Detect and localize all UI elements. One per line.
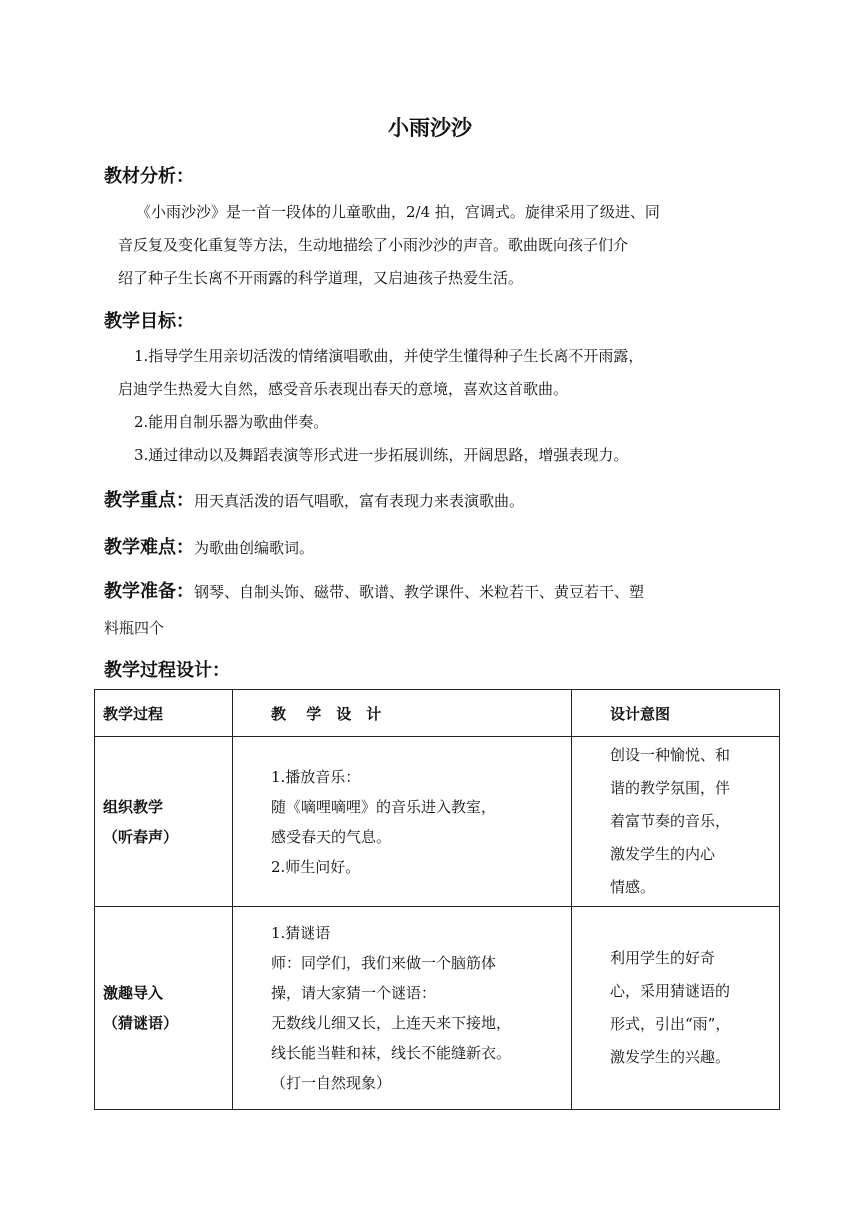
analysis-line: 音反复及变化重复等方法，生动地描绘了小雨沙沙的声音。歌曲既向孩子们介 bbox=[118, 236, 629, 254]
goal-item: 2.能用自制乐器为歌曲伴奏。 bbox=[134, 413, 329, 431]
stage-subtitle: （听春声） bbox=[103, 827, 179, 846]
document-title: 小雨沙沙 bbox=[388, 116, 472, 140]
stage-name: 激趣导入 bbox=[103, 984, 164, 1002]
stage-cell bbox=[95, 737, 233, 907]
intent-line: 激发学生的兴趣。 bbox=[610, 1048, 731, 1066]
intent-cell bbox=[572, 907, 780, 1110]
key-point bbox=[104, 486, 524, 512]
goal-item: 1.指导学生用亲切活泼的情绪演唱歌曲，并使学生懂得种子生长离不开雨露， bbox=[134, 347, 644, 365]
design-line: 无数线儿细又长，上连天来下接地， bbox=[271, 1014, 512, 1032]
intent-line: 着富节奏的音乐， bbox=[610, 812, 731, 830]
design-line: 1.播放音乐： bbox=[271, 767, 361, 786]
preparation-heading: 教学准备： bbox=[104, 581, 194, 602]
intent-line: 创设一种愉悦、和 bbox=[610, 746, 731, 764]
goal-item-continued: 启迪学生热爱大自然，感受音乐表现出春天的意境，喜欢这首歌曲。 bbox=[118, 380, 569, 398]
difficulty-text: 为歌曲创编歌词。 bbox=[194, 539, 315, 557]
difficulty bbox=[104, 533, 314, 559]
goals-list bbox=[118, 340, 644, 472]
design-line: 1.猜谜语 bbox=[271, 924, 331, 942]
stage-subtitle: （猜谜语） bbox=[103, 1014, 179, 1032]
design-cell bbox=[233, 907, 572, 1110]
design-line: 操，请大家猜一个谜语： bbox=[271, 984, 437, 1002]
table-row bbox=[95, 737, 780, 907]
intent-line: 谐的教学氛围，伴 bbox=[610, 779, 731, 797]
column-header-process: 教学过程 bbox=[95, 690, 233, 737]
design-line: （打一自然现象） bbox=[271, 1074, 392, 1092]
preparation bbox=[104, 577, 644, 603]
design-line: 感受春天的气息。 bbox=[271, 827, 392, 846]
key-point-heading: 教学重点： bbox=[104, 490, 194, 511]
stage-name: 组织教学 bbox=[103, 797, 164, 816]
intent-cell bbox=[572, 737, 780, 907]
analysis-line: 绍了种子生长离不开雨露的科学道理，又启迪孩子热爱生活。 bbox=[118, 269, 524, 287]
key-point-text: 用天真活泼的语气唱歌，富有表现力来表演歌曲。 bbox=[194, 492, 525, 510]
table-header-row bbox=[95, 690, 780, 737]
intent-line: 形式，引出“雨”， bbox=[610, 1015, 731, 1033]
intent-line: 情感。 bbox=[610, 878, 656, 896]
goal-item: 3.通过律动以及舞蹈表演等形式进一步拓展训练，开阔思路，增强表现力。 bbox=[134, 446, 629, 464]
process-heading: 教学过程设计： bbox=[104, 660, 230, 681]
design-line: 师：同学们，我们来做一个脑筋体 bbox=[271, 954, 497, 972]
analysis-line: 《小雨沙沙》是一首一段体的儿童歌曲，2/4 拍，宫调式。旋律采用了级进、同 bbox=[136, 203, 660, 221]
column-header-intent: 设计意图 bbox=[572, 690, 780, 737]
stage-cell bbox=[95, 907, 233, 1110]
table-row bbox=[95, 907, 780, 1110]
design-line: 随《嘀哩嘀哩》的音乐进入教室， bbox=[271, 797, 497, 816]
column-header-design: 教 学 设 计 bbox=[233, 690, 572, 737]
goals-heading: 教学目标： bbox=[104, 311, 194, 332]
analysis-paragraph bbox=[118, 196, 660, 295]
preparation-text: 钢琴、自制头饰、磁带、歌谱、教学课件、米粒若干、黄豆若干、塑 bbox=[194, 583, 645, 601]
intent-line: 利用学生的好奇 bbox=[610, 949, 716, 967]
design-line: 线长能当鞋和袜，线长不能缝新衣。 bbox=[271, 1044, 512, 1062]
difficulty-heading: 教学难点： bbox=[104, 537, 194, 558]
design-cell bbox=[233, 737, 572, 907]
preparation-text-continued: 料瓶四个 bbox=[104, 619, 165, 637]
design-line: 2.师生问好。 bbox=[271, 857, 361, 876]
intent-line: 激发学生的内心 bbox=[610, 845, 716, 863]
intent-line: 心，采用猜谜语的 bbox=[610, 982, 731, 1000]
analysis-heading: 教材分析： bbox=[104, 166, 194, 187]
process-table bbox=[94, 689, 780, 1110]
